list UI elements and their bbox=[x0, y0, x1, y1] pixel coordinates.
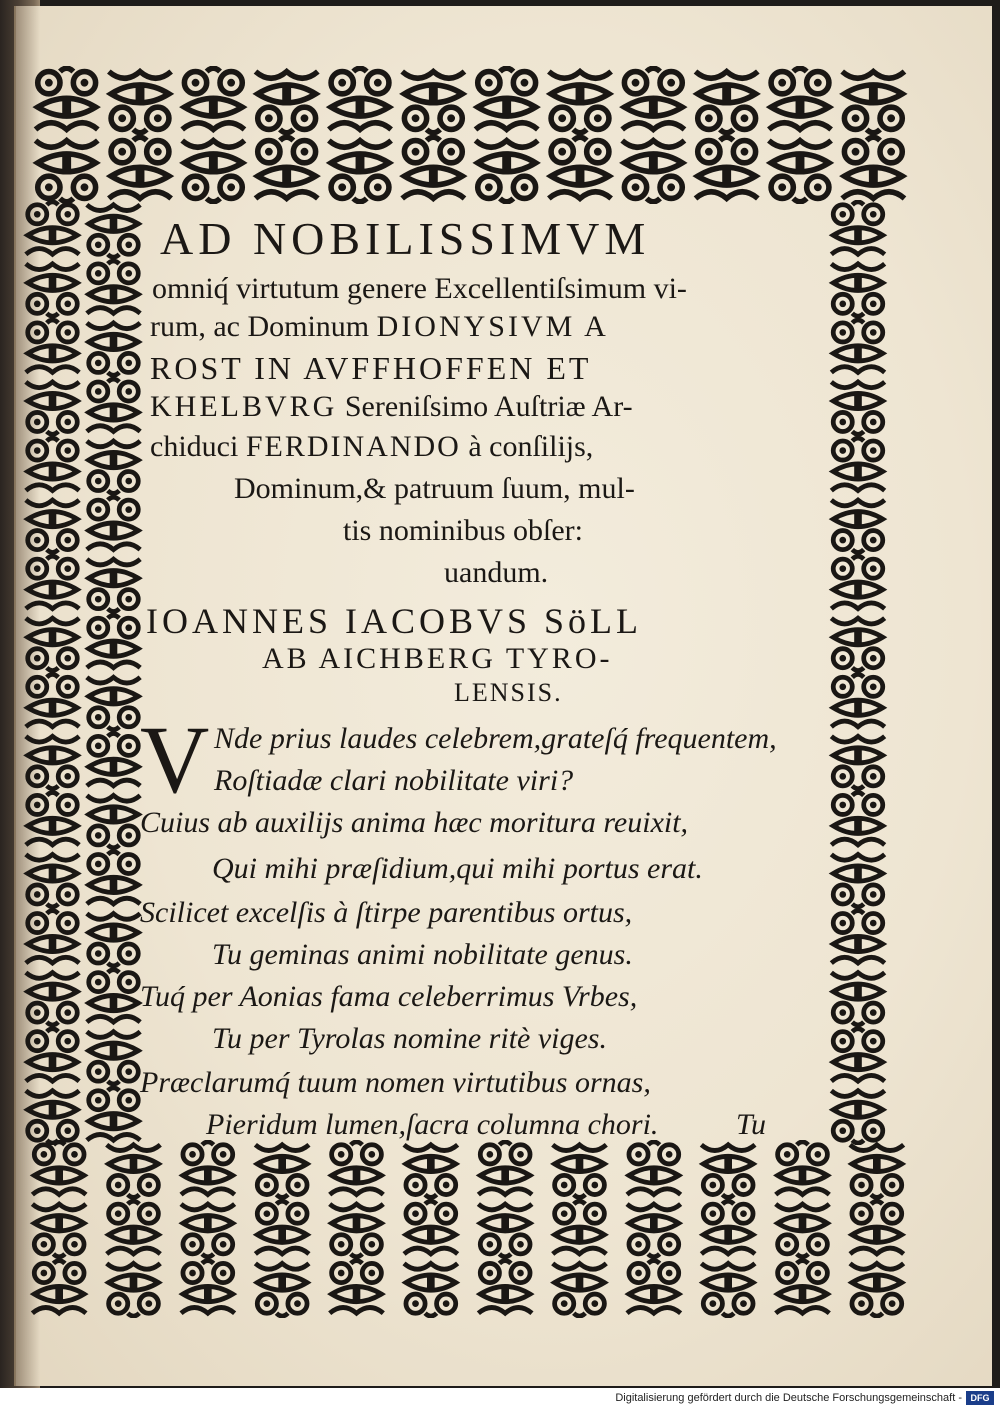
funding-credit: Digitalisierung gefördert durch die Deutsche Forschungsgemeinschaft - bbox=[615, 1392, 962, 1404]
poem-line-2: Roſtiadæ clari nobilitate viri? bbox=[214, 764, 574, 797]
catchword: Tu bbox=[736, 1108, 767, 1141]
poem-drop-capital: V bbox=[140, 706, 210, 813]
dedication-line5-text: Sereniſsimo Auſtriæ Ar- bbox=[337, 390, 633, 423]
poem-line-5: Scilicet excelſis à ſtirpe parentibus ortus, bbox=[140, 896, 633, 929]
poem-line-8: Tu per Tyrolas nomine ritè viges. bbox=[212, 1022, 607, 1055]
poem-line-10: Pieridum lumen,ſacra columna chori. bbox=[206, 1108, 659, 1141]
dedication-name-dionysium: DIONYSIVM A bbox=[376, 310, 609, 343]
poem-line-4: Qui mihi præſidium,qui mihi portus erat. bbox=[212, 852, 703, 885]
ornament-border-bottom bbox=[22, 1140, 914, 1318]
dedication-name-ferdinando: FERDINANDO bbox=[245, 430, 461, 463]
poem-line-1: Nde prius laudes celebrem,grateſq́ frequentem, bbox=[214, 722, 777, 755]
dedication-line6-rest: à conſilijs, bbox=[460, 430, 594, 463]
dedication-line6 bbox=[150, 430, 593, 464]
footer-bar bbox=[0, 1388, 1000, 1409]
dedication-line7: Dominum,& patruum ſuum, mul- bbox=[234, 472, 635, 505]
dedication-heading-line1: AD NOBILISSIMVM bbox=[160, 213, 651, 264]
dedication-name-khelburg: KHELBVRG bbox=[150, 390, 338, 423]
dedication-line4: ROST IN AVFFHOFFEN ET bbox=[150, 350, 592, 386]
dedication-line6-text: chiduci bbox=[150, 430, 246, 463]
poem-line-6: Tu geminas animi nobilitate genus. bbox=[212, 938, 633, 971]
ornament-border-right bbox=[806, 200, 910, 1145]
dedication-line5 bbox=[150, 390, 633, 424]
poem-line-9: Præclarumq́ tuum nomen virtutibus ornas, bbox=[140, 1066, 651, 1099]
author-line3: LENSIS. bbox=[454, 678, 563, 707]
dedication-line3 bbox=[150, 310, 609, 344]
dedication-line3-text: rum, ac Dominum bbox=[150, 310, 377, 343]
ornament-border-left bbox=[22, 200, 144, 1145]
author-line2: AB AICHBERG TYRO- bbox=[262, 642, 613, 675]
dedication-line8: tis nominibus obſer: bbox=[343, 514, 583, 547]
dedication-line9: uandum. bbox=[444, 556, 549, 589]
poem-line-7: Tuq́ per Aonias fama celeberrimus Vrbes, bbox=[140, 980, 638, 1013]
author-line1: IOANNES IACOBVS SöLL bbox=[146, 601, 643, 641]
dedication-line2: omniq́ virtutum genere Excellentiſsimum vi- bbox=[152, 272, 687, 305]
ornament-border-top bbox=[30, 66, 910, 204]
dfg-logo: DFG bbox=[966, 1391, 994, 1405]
poem-line-3: Cuius ab auxilijs anima hæc moritura reuixit, bbox=[140, 806, 689, 839]
